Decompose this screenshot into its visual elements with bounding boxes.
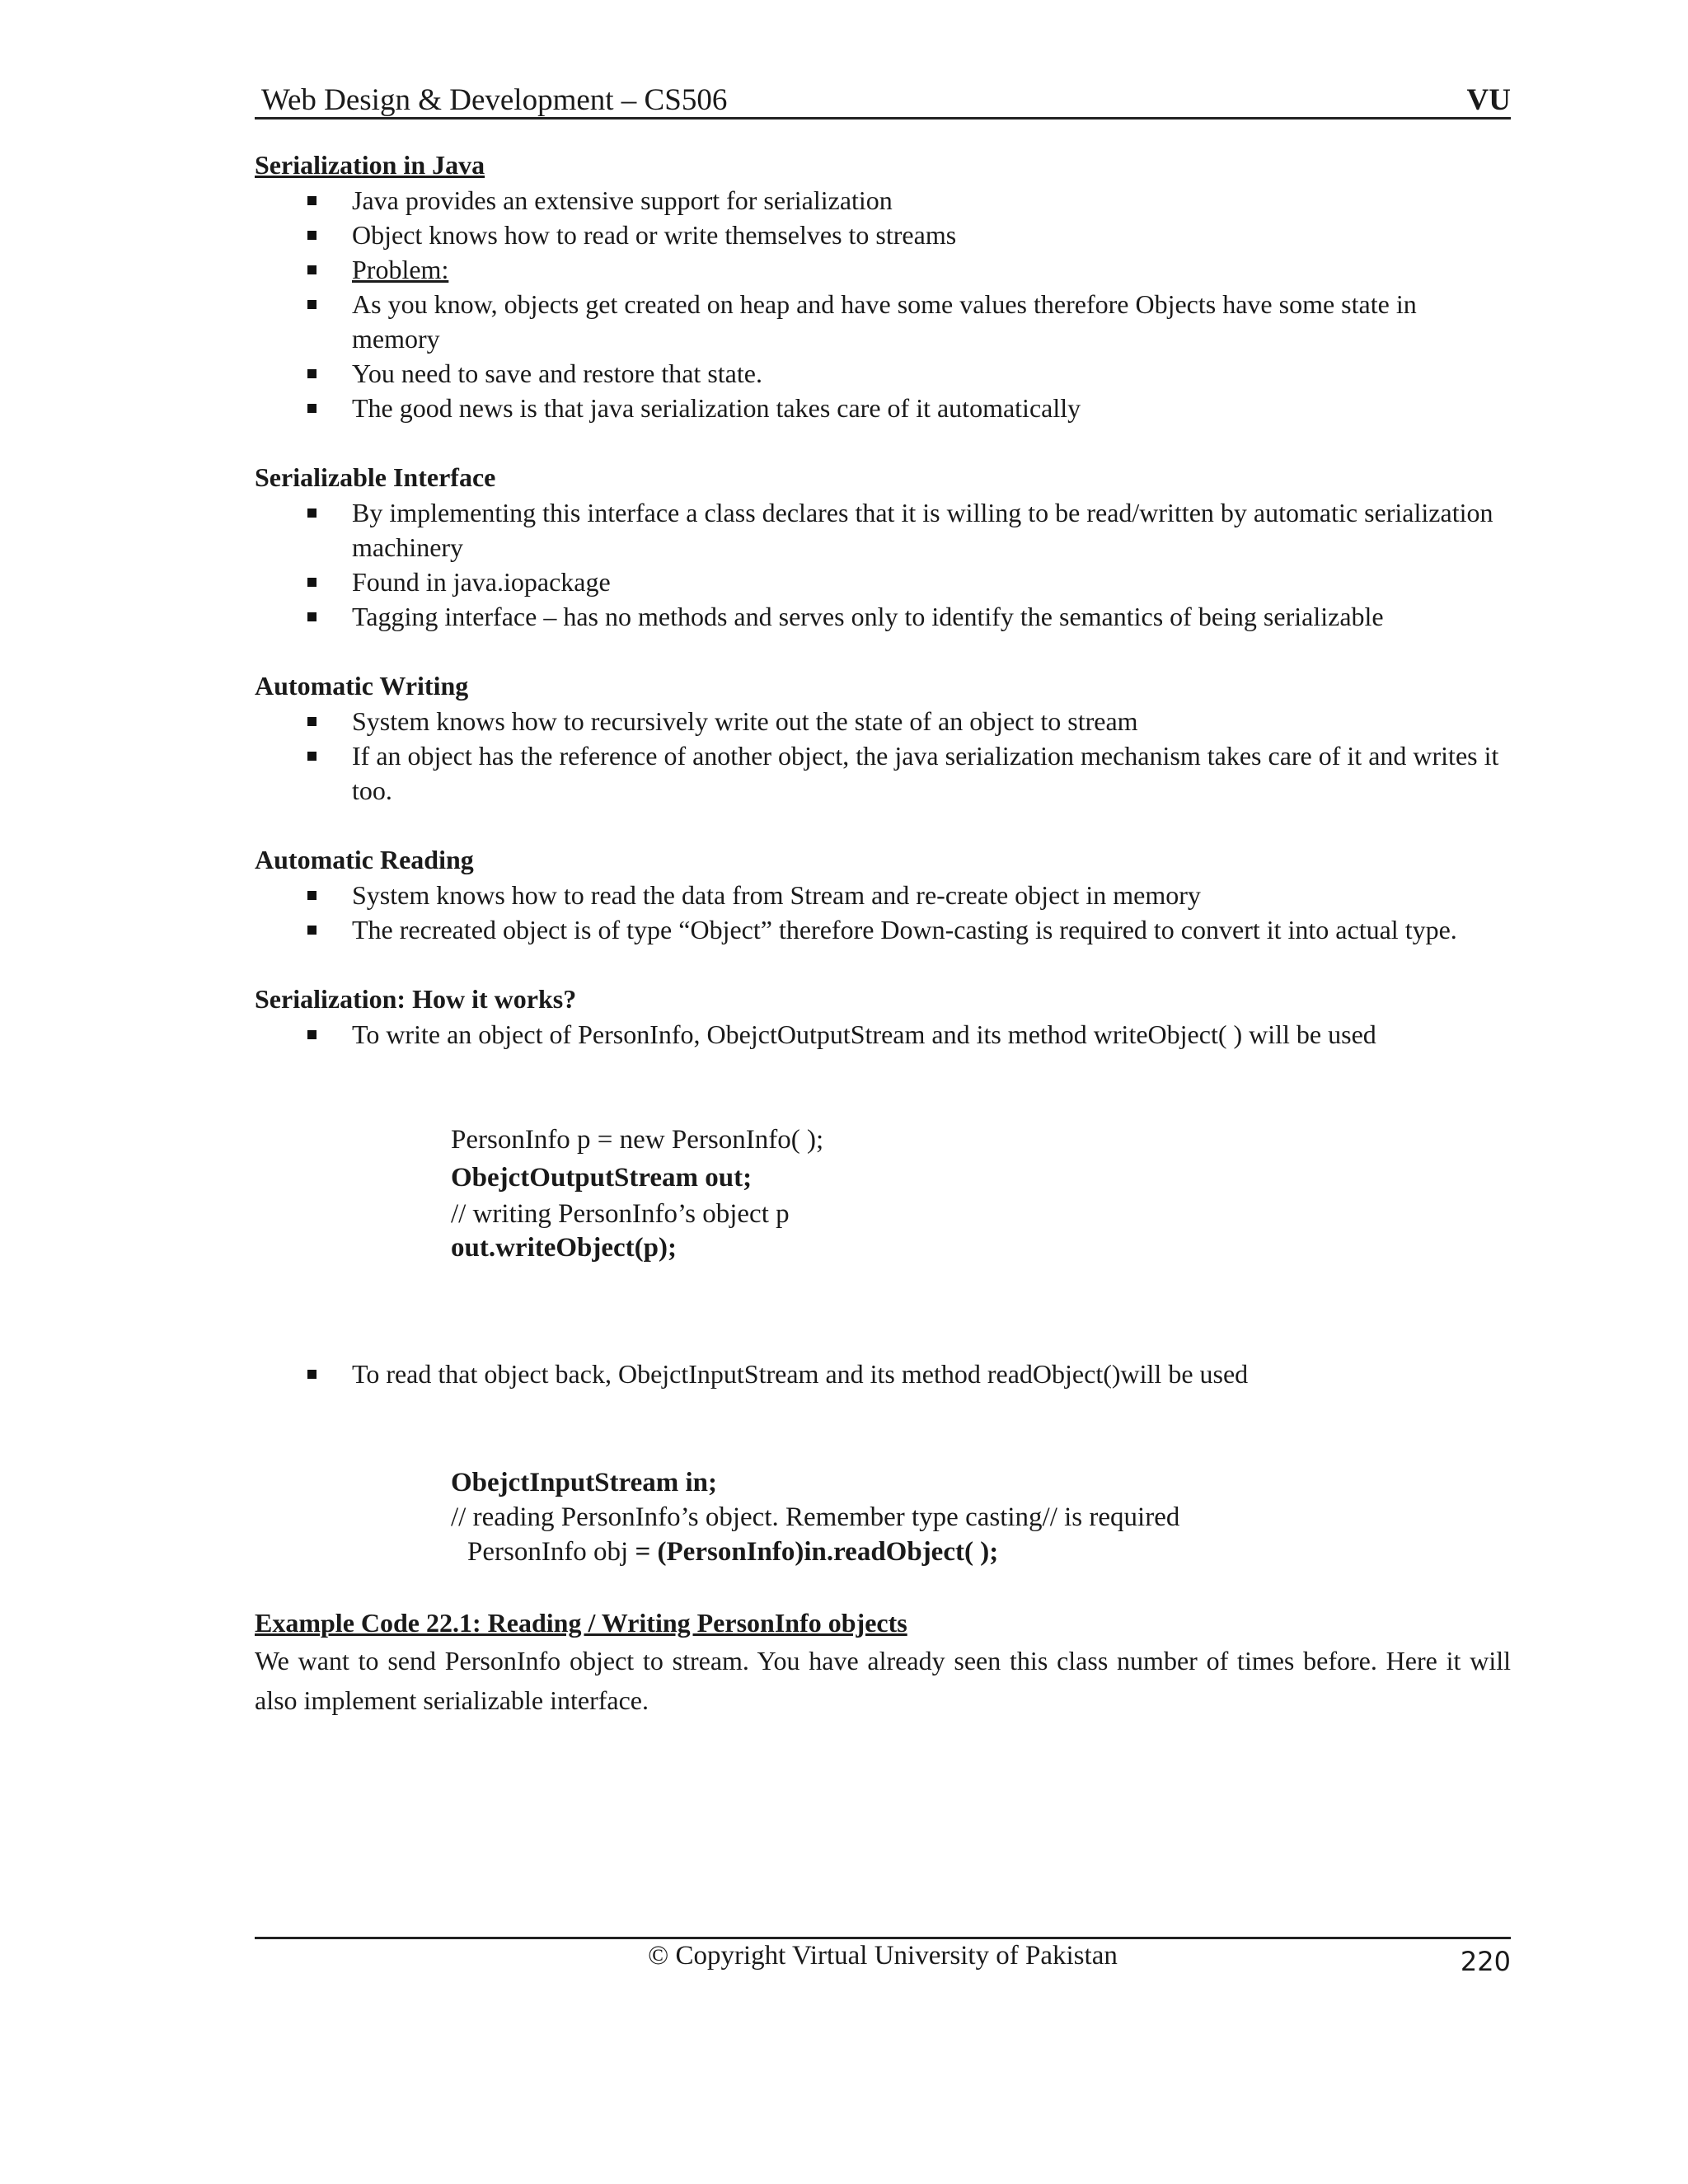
course-title: Web Design & Development – CS506 xyxy=(261,83,728,117)
how-read-list xyxy=(255,1357,1511,1391)
section-how-it-works xyxy=(255,982,1511,1569)
section-title-writing: Automatic Writing xyxy=(255,671,469,701)
page xyxy=(255,76,1511,1720)
square-bullet-icon xyxy=(307,231,316,240)
square-bullet-icon xyxy=(307,612,316,621)
section-title-reading: Automatic Reading xyxy=(255,845,474,874)
list-item: The recreated object is of type “Object” therefore Down-casting is required to convert it into actual type. xyxy=(255,912,1511,947)
square-bullet-icon xyxy=(307,926,316,935)
list-item: To read that object back, ObejctInputStream and its method readObject()will be used xyxy=(255,1357,1511,1391)
page-footer xyxy=(255,1937,1511,1989)
list-item: Problem: xyxy=(255,252,1511,287)
list-item: Found in java.iopackage xyxy=(255,565,1511,599)
section-title-serialization: Serialization in Java xyxy=(255,150,485,180)
code-comment: // reading PersonInfo’s object. Remember type casting// is required xyxy=(451,1502,1180,1532)
section-reading xyxy=(255,842,1511,947)
code-line: out.writeObject(p); xyxy=(451,1233,677,1263)
institution-label: VU xyxy=(1466,83,1511,117)
square-bullet-icon xyxy=(307,265,316,274)
list-item: The good news is that java serialization takes care of it automatically xyxy=(255,391,1511,425)
code-line: ObejctInputStream in; xyxy=(451,1468,717,1497)
code-comment: // writing PersonInfo’s object p xyxy=(451,1199,790,1229)
square-bullet-icon xyxy=(307,369,316,378)
code-line xyxy=(451,1535,1511,1569)
square-bullet-icon xyxy=(307,1370,316,1379)
square-bullet-icon xyxy=(307,196,316,205)
section-title-interface: Serializable Interface xyxy=(255,462,496,492)
write-code-block xyxy=(451,1121,1511,1264)
page-number: 220 xyxy=(1460,1946,1511,1977)
read-code-block xyxy=(451,1465,1511,1569)
square-bullet-icon xyxy=(307,717,316,726)
page-header xyxy=(255,76,1511,120)
code-declaration: PersonInfo obj xyxy=(467,1537,629,1567)
code-line: ObejctOutputStream out; xyxy=(451,1163,753,1193)
how-write-list xyxy=(255,1017,1511,1052)
square-bullet-icon xyxy=(307,1030,316,1039)
section-title-example: Example Code 22.1: Reading / Writing PersonInfo objects xyxy=(255,1608,907,1638)
section-interface xyxy=(255,460,1511,634)
list-item: Object knows how to read or write themselves to streams xyxy=(255,218,1511,252)
interface-list xyxy=(255,495,1511,634)
reading-list xyxy=(255,878,1511,947)
serialization-list xyxy=(255,183,1511,425)
section-writing xyxy=(255,668,1511,808)
square-bullet-icon xyxy=(307,404,316,413)
list-item: If an object has the reference of another object, the java serialization mechanism takes care of it and writes it too. xyxy=(255,738,1511,808)
square-bullet-icon xyxy=(307,300,316,309)
list-item: System knows how to recursively write out the state of an object to stream xyxy=(255,704,1511,738)
list-item: Tagging interface – has no methods and serves only to identify the semantics of being serializable xyxy=(255,599,1511,634)
code-expression: = (PersonInfo)in.readObject( ); xyxy=(635,1537,999,1567)
list-item: System knows how to read the data from Stream and re-create object in memory xyxy=(255,878,1511,912)
square-bullet-icon xyxy=(307,752,316,761)
section-title-how: Serialization: How it works? xyxy=(255,984,577,1014)
code-line: PersonInfo p = new PersonInfo( ); xyxy=(451,1125,824,1155)
list-item: By implementing this interface a class declares that it is willing to be read/written by automatic serialization machinery xyxy=(255,495,1511,565)
copyright-text: © Copyright Virtual University of Pakistan xyxy=(648,1941,1118,1971)
writing-list xyxy=(255,704,1511,808)
square-bullet-icon xyxy=(307,578,316,587)
list-item: To write an object of PersonInfo, ObejctOutputStream and its method writeObject( ) will be used xyxy=(255,1017,1511,1052)
example-paragraph: We want to send PersonInfo object to stream. You have already seen this class number of times before. Here it will also implement serializable interface. xyxy=(255,1646,1511,1715)
list-item: Java provides an extensive support for serialization xyxy=(255,183,1511,218)
section-example xyxy=(255,1605,1511,1720)
square-bullet-icon xyxy=(307,891,316,900)
list-item: You need to save and restore that state. xyxy=(255,356,1511,391)
section-serialization xyxy=(255,148,1511,425)
list-item: As you know, objects get created on heap and have some values therefore Objects have some state in memory xyxy=(255,287,1511,356)
square-bullet-icon xyxy=(307,509,316,518)
